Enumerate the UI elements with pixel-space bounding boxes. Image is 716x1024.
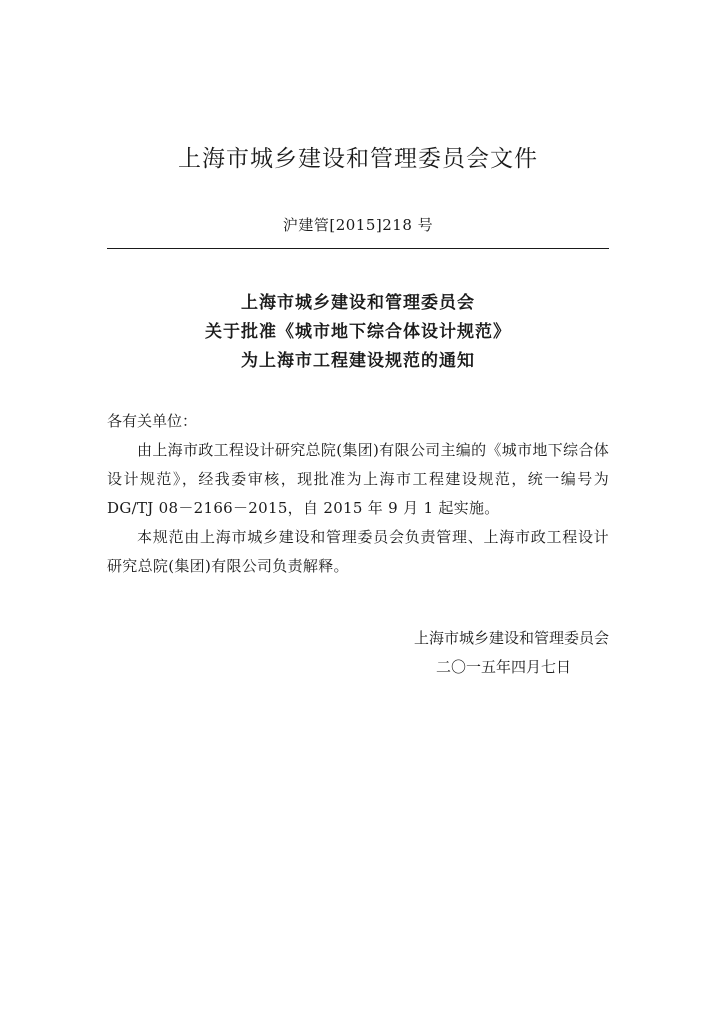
body-paragraph: 由上海市政工程设计研究总院(集团)有限公司主编的《城市地下综合体设计规范》，经我委审核，现批准为上海市工程建设规范，统一编号为 DG/TJ 08－2166－2015，自 2015 年 9 月 1 起实施。 [107,441,609,517]
notice-body [107,407,609,581]
header-divider [107,248,609,249]
title-line: 为上海市工程建设规范的通知 [241,351,475,371]
notice-title [0,289,716,376]
signature-block [414,624,609,682]
signature-date: 二〇一五年四月七日 [435,658,571,676]
title-line: 上海市城乡建设和管理委员会 [241,293,475,313]
body-paragraph: 本规范由上海市城乡建设和管理委员会负责管理、上海市政工程设计研究总院(集团)有限公司负责解释。 [107,528,609,575]
document-number: 沪建管[2015]218 号 [282,216,434,234]
salutation: 各有关单位： [107,412,198,430]
title-line: 关于批准《城市地下综合体设计规范》 [205,322,511,342]
signature-organization: 上海市城乡建设和管理委员会 [413,629,609,647]
issuer-header: 上海市城乡建设和管理委员会文件 [178,146,538,172]
